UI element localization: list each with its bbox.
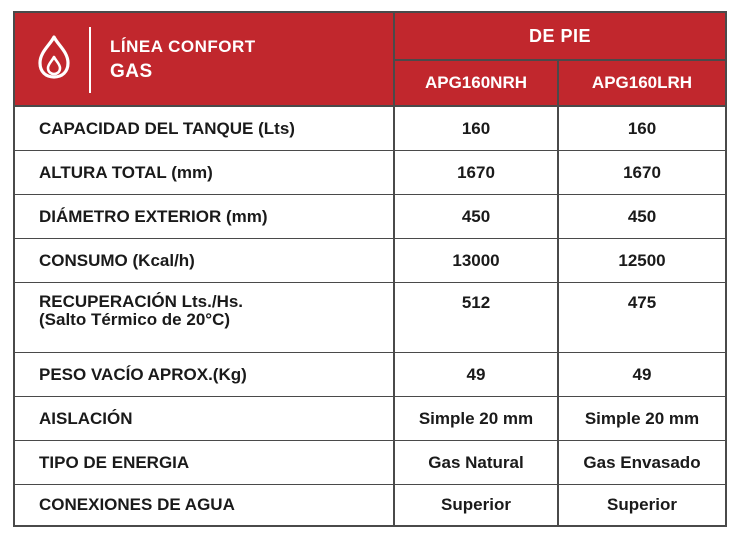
row-label [15,283,395,352]
brand-title: LÍNEA CONFORT [110,37,256,56]
brand-divider [89,27,91,93]
table-row [15,283,725,353]
row-label: CONSUMO (Kcal/h) [15,239,395,282]
table-row [15,441,725,485]
row-label-main: RECUPERACIÓN Lts./Hs. [39,292,244,311]
table-row [15,485,725,525]
row-label: CONEXIONES DE AGUA [15,485,395,525]
row-value-b: 12500 [618,250,666,270]
row-label: CAPACIDAD DEL TANQUE (Lts) [15,107,395,150]
row-value-a: 450 [395,195,559,238]
row-value-b: 160 [627,118,657,138]
spec-table [13,11,727,527]
group-header: DE PIE [395,13,725,61]
table-row [15,397,725,441]
brand-subtitle: GAS [110,61,153,82]
table-row [15,107,725,151]
row-label: ALTURA TOTAL (mm) [15,151,395,194]
row-value-a: 49 [395,353,559,396]
row-value-b: 49 [632,364,652,384]
row-value-b: Superior [607,495,677,514]
row-value-a: 512 [395,283,559,352]
model-header-b: APG160LRH [559,61,725,107]
table-row [15,353,725,397]
row-value-b: Gas Envasado [583,452,701,472]
table-row [15,195,725,239]
row-value-a: 13000 [395,239,559,282]
row-label-sub: (Salto Térmico de 20°C) [39,310,231,329]
brand-header [15,13,395,107]
model-header-a: APG160NRH [395,61,559,107]
row-value-a: Simple 20 mm [395,397,559,440]
row-value-a: Superior [395,485,559,525]
row-value-b: 475 [627,293,657,312]
row-label: AISLACIÓN [15,397,395,440]
flame-icon [37,35,71,79]
table-row [15,151,725,195]
row-value-b: 450 [627,206,657,226]
table-row [15,239,725,283]
row-label: PESO VACÍO APROX.(Kg) [15,353,395,396]
row-value-a: Gas Natural [395,441,559,484]
row-label: TIPO DE ENERGIA [15,441,395,484]
row-value-a: 1670 [395,151,559,194]
row-value-b: Simple 20 mm [584,408,700,428]
row-value-b: 1670 [623,162,661,182]
row-value-a: 160 [395,107,559,150]
row-label: DIÁMETRO EXTERIOR (mm) [15,195,395,238]
